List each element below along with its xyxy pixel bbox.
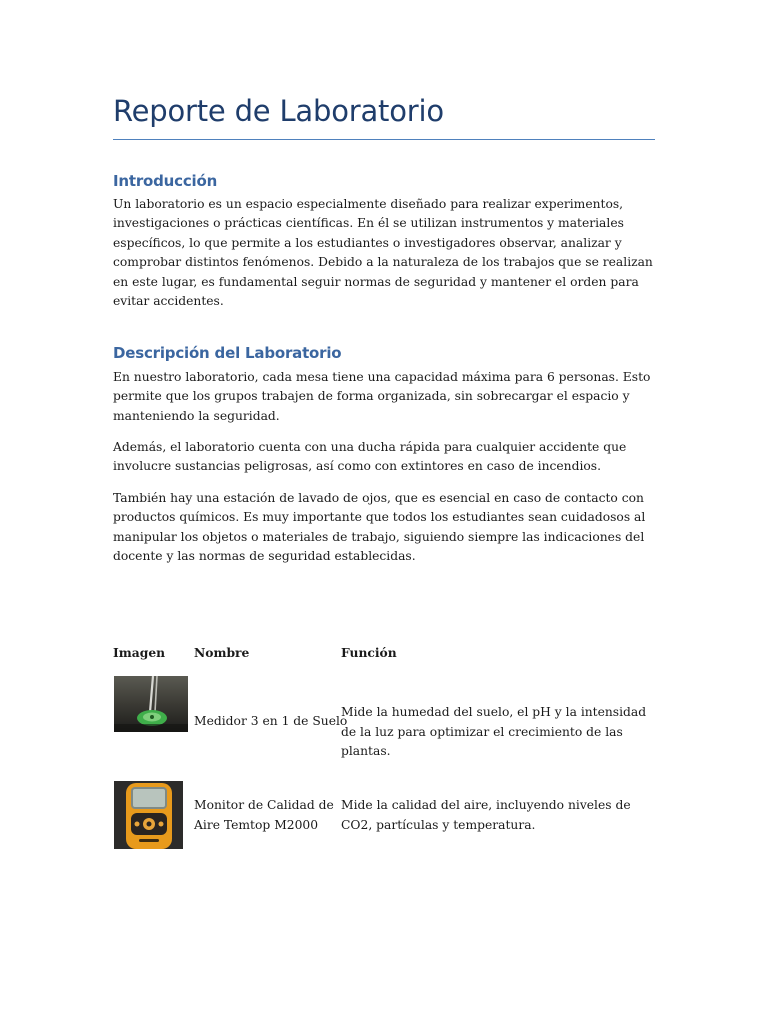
intro-heading: Introducción: [113, 172, 218, 190]
table-header-function: Función: [341, 645, 397, 660]
table-header-image: Imagen: [113, 645, 166, 660]
description-paragraph-1: En nuestro laboratorio, cada mesa tiene una capacidad máxima para 6 personas. Esto permite que los grupos trabajen de forma organizada, sin sobrecargar el espacio y manteniendo la seguridad.: [113, 370, 651, 423]
row2-name: Monitor de Calidad de Aire Temtop M2000: [194, 798, 334, 832]
description-paragraph-3: También hay una estación de lavado de ojos, que es esencial en caso de contacto con productos químicos. Es muy importante que todos los estudiantes sean cuidadosos al manipular los objetos o materiales de trabajo, siguiendo siempre las indicaciones del docente y las normas de seguridad establecidas.: [113, 491, 646, 564]
intro-paragraph: Un laboratorio es un espacio especialmente diseñado para realizar experimentos, investigaciones o prácticas científicas. En él se utilizan instrumentos y materiales específicos, lo que permite a los estudiantes o investigadores observar, analizar y comprobar distintos fenómenos. Debido a la naturaleza de los trabajos que se realizan en este lugar, es fundamental seguir normas de seguridad y mantener el orden para evitar accidentes.: [113, 197, 653, 309]
air-monitor-image: [114, 781, 183, 849]
soil-meter-image: [114, 676, 188, 732]
row1-function: Mide la humedad del suelo, el pH y la intensidad de la luz para optimizar el crecimiento de las plantas.: [341, 705, 647, 759]
page-title: Reporte de Laboratorio: [113, 94, 444, 128]
description-heading: Descripción del Laboratorio: [113, 344, 342, 362]
row1-name: Medidor 3 en 1 de Suelo: [194, 714, 348, 728]
table-header-name: Nombre: [194, 645, 250, 660]
row2-function: Mide la calidad del aire, incluyendo niveles de CO2, partículas y temperatura.: [341, 798, 631, 832]
title-underline: [113, 139, 655, 140]
description-paragraph-2: Además, el laboratorio cuenta con una ducha rápida para cualquier accidente que involucre sustancias peligrosas, así como con extintores en caso de incendios.: [113, 440, 627, 474]
